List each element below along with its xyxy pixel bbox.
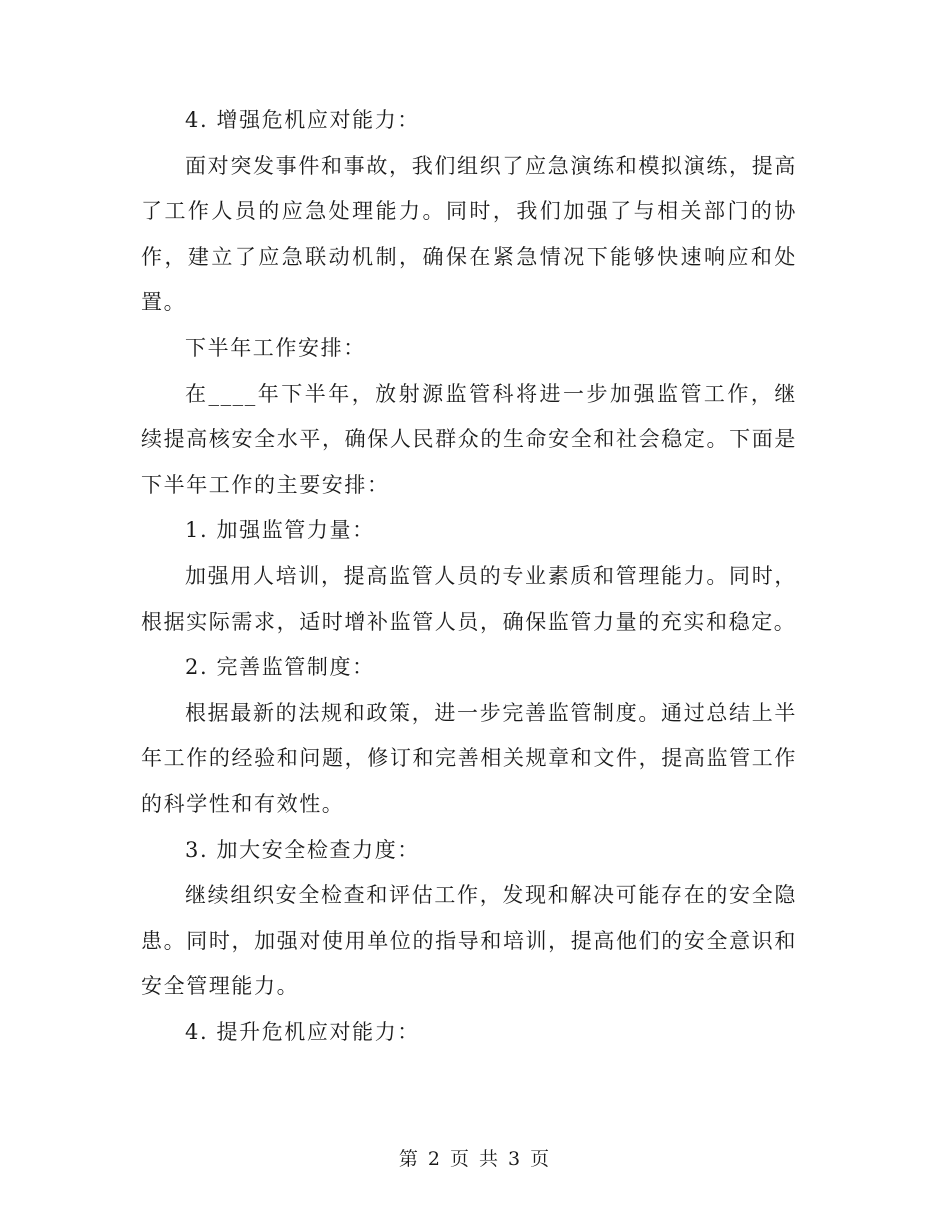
- section-heading-safety-inspection: 3. 加大安全检查力度：: [185, 837, 420, 862]
- paragraph-second-half-intro: 在____年下半年，放射源监管科将进一步加强监管工作，继续提高核安全水平，确保人民群众的生命安全和社会稳定。下面是下半年工作的主要安排：: [141, 381, 797, 497]
- section-heading-crisis-response: 4. 增强危机应对能力：: [185, 108, 420, 132]
- paragraph-emergency-drills: 面对突发事件和事故，我们组织了应急演练和模拟演练，提高了工作人员的应急处理能力。同时，我们加强了与相关部门的协作，建立了应急联动机制，确保在紧急情况下能够快速响应和处置。: [141, 153, 797, 315]
- section-heading-second-half-plan: 下半年工作安排：: [185, 335, 366, 360]
- paragraph-safety-inspection: 继续组织安全检查和评估工作，发现和解决可能存在的安全隐患。同时，加强对使用单位的指导和培训，提高他们的安全意识和安全管理能力。: [141, 883, 797, 999]
- section-heading-strengthen-staff: 1. 加强监管力量：: [185, 518, 375, 543]
- document-body: [141, 98, 797, 1055]
- page-footer: 第 2 页 共 3 页: [398, 1148, 552, 1170]
- section-heading-improve-system: 2. 完善监管制度：: [185, 655, 375, 680]
- section-heading-improve-crisis-response: 4. 提升危机应对能力：: [185, 1019, 420, 1044]
- paragraph-regulation-updates: 根据最新的法规和政策，进一步完善监管制度。通过总结上半年工作的经验和问题，修订和完善相关规章和文件，提高监管工作的科学性和有效性。: [141, 700, 797, 816]
- paragraph-staff-training: 加强用人培训，提高监管人员的专业素质和管理能力。同时，根据实际需求，适时增补监管人员，确保监管力量的充实和稳定。: [141, 563, 797, 634]
